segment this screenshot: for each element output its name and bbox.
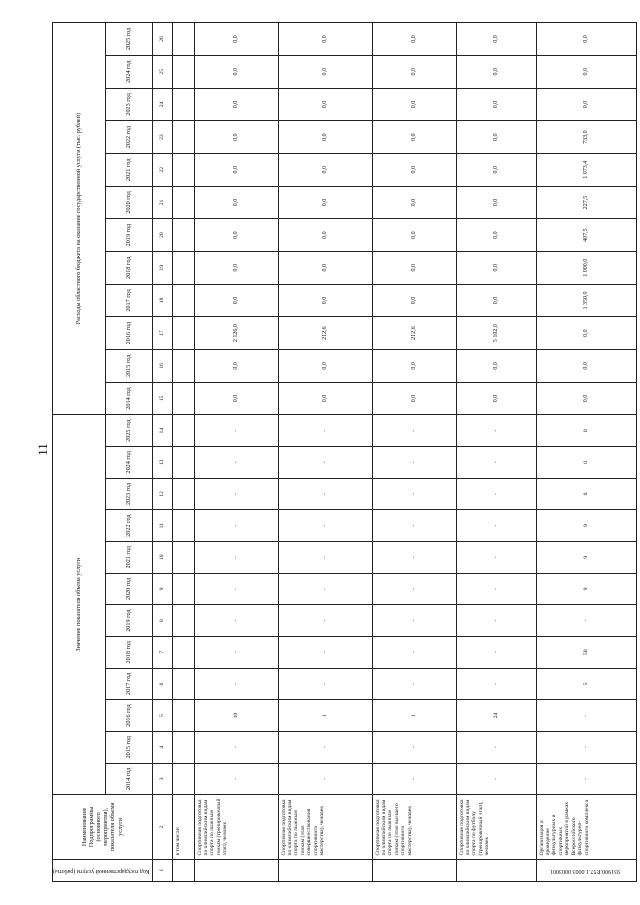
volume-value-cell: 1 — [278, 700, 372, 732]
year-header: 2020 год — [105, 573, 152, 605]
budget-value-cell: 0,0 — [194, 382, 278, 415]
volume-value-cell: - — [278, 415, 372, 447]
volume-value-cell: 10 — [194, 700, 278, 732]
budget-value-cell — [172, 88, 194, 121]
volume-value-cell: - — [194, 447, 278, 479]
table-row — [536, 23, 636, 882]
year-header: 2024 год — [105, 447, 152, 479]
year-header: 2016 год — [105, 700, 152, 732]
budget-value-cell: 0,0 — [278, 55, 372, 88]
volume-value-cell — [172, 478, 194, 510]
volume-value-cell: - — [278, 636, 372, 668]
volume-value-cell: - — [456, 447, 536, 479]
year-header: 2022 год — [105, 121, 152, 154]
volume-value-cell: - — [372, 636, 456, 668]
budget-value-cell: 0,0 — [372, 153, 456, 186]
budget-value-cell: 0,0 — [372, 284, 456, 317]
budget-value-cell: 0,0 — [372, 186, 456, 219]
budget-value-cell: 0,0 — [278, 382, 372, 415]
volume-value-cell: - — [278, 573, 372, 605]
rotated-table-area — [52, 22, 620, 882]
service-code-text: 931900.Р.57.1.0003 0003001 — [549, 867, 620, 874]
volume-value-cell: - — [456, 605, 536, 637]
year-header: 2025 год — [105, 415, 152, 447]
budget-value-cell: 0,0 — [278, 88, 372, 121]
header-row-years — [105, 23, 152, 882]
budget-value-cell: 0,0 — [194, 186, 278, 219]
service-name-cell: Спортивная подготовка по олимпийским видам спорта по футболу (тренировочный этап), человек — [456, 795, 536, 859]
volume-value-cell — [172, 636, 194, 668]
budget-group-header: Расходы областного бюджета на оказание государственной услуги (тыс. рублей) — [53, 23, 106, 415]
column-number: 25 — [152, 55, 172, 88]
volume-value-cell — [172, 573, 194, 605]
volume-value-cell: - — [536, 763, 636, 795]
column-number: 18 — [152, 284, 172, 317]
volume-value-cell: - — [456, 573, 536, 605]
column-number: 24 — [152, 88, 172, 121]
column-number: 9 — [152, 573, 172, 605]
budget-value-cell: 0,0 — [278, 284, 372, 317]
budget-value-cell: 0,0 — [456, 219, 536, 252]
budget-value-cell: 0,0 — [278, 153, 372, 186]
volume-group-header: Значение показателя объема услуги — [53, 415, 106, 795]
budget-value-cell: 0,0 — [536, 55, 636, 88]
budget-value-cell — [172, 219, 194, 252]
service-code-cell — [194, 859, 278, 881]
budget-value-cell: 0,0 — [456, 121, 536, 154]
volume-value-cell: - — [536, 731, 636, 763]
volume-value-cell: - — [194, 763, 278, 795]
volume-value-cell: 24 — [456, 700, 536, 732]
volume-value-cell: 50 — [536, 636, 636, 668]
volume-value-cell: - — [194, 541, 278, 573]
volume-value-cell: - — [194, 636, 278, 668]
year-header: 2015 год — [105, 349, 152, 382]
table-row — [172, 23, 194, 882]
volume-value-cell: - — [372, 447, 456, 479]
volume-value-cell: - — [278, 447, 372, 479]
budget-value-cell: 407,5 — [536, 219, 636, 252]
budget-value-cell — [172, 349, 194, 382]
budget-value-cell — [172, 23, 194, 56]
service-name-cell: Спортивная подготовка по олимпийским видам спорта по лыжным гонкам (этап высшего спортивного мастерства), человек — [372, 795, 456, 859]
volume-value-cell: - — [278, 478, 372, 510]
service-name-cell: Спортивная подготовка по олимпийским видам спорта по лыжным гонкам (этап совершенствования спортивного мастерства), человек — [278, 795, 372, 859]
budget-value-cell: 0,0 — [456, 284, 536, 317]
volume-value-cell: - — [372, 573, 456, 605]
volume-value-cell: 9 — [536, 573, 636, 605]
budget-value-cell — [172, 284, 194, 317]
volume-value-cell: - — [456, 541, 536, 573]
budget-value-cell: 0,0 — [536, 88, 636, 121]
header-row-group — [53, 23, 106, 882]
year-header: 2017 год — [105, 284, 152, 317]
budget-value-cell: 0,0 — [194, 349, 278, 382]
year-header: 2021 год — [105, 541, 152, 573]
column-number: 7 — [152, 636, 172, 668]
year-header: 2017 год — [105, 668, 152, 700]
budget-value-cell: 0,0 — [456, 382, 536, 415]
budget-value-cell: 0,0 — [194, 219, 278, 252]
budget-value-cell: 0,0 — [372, 349, 456, 382]
volume-value-cell — [172, 541, 194, 573]
year-header: 2016 год — [105, 317, 152, 350]
budget-value-cell: 0,0 — [372, 55, 456, 88]
volume-value-cell: 0 — [536, 447, 636, 479]
column-number: 2 — [152, 795, 172, 859]
budget-value-cell — [172, 251, 194, 284]
table-row — [456, 23, 536, 882]
budget-value-cell: 2 126,0 — [194, 317, 278, 350]
volume-value-cell — [172, 415, 194, 447]
budget-value-cell: 0,0 — [194, 153, 278, 186]
volume-value-cell: - — [278, 541, 372, 573]
column-number: 19 — [152, 251, 172, 284]
column-number: 22 — [152, 153, 172, 186]
volume-value-cell — [172, 763, 194, 795]
column-number: 11 — [152, 510, 172, 542]
column-number: 13 — [152, 447, 172, 479]
service-code-cell — [278, 859, 372, 881]
volume-value-cell: - — [456, 478, 536, 510]
budget-value-cell: 733,0 — [536, 121, 636, 154]
budget-value-cell: 0,0 — [194, 55, 278, 88]
budget-value-cell: 0,0 — [372, 219, 456, 252]
volume-value-cell: - — [456, 731, 536, 763]
budget-value-cell: 0,0 — [278, 219, 372, 252]
column-number: 17 — [152, 317, 172, 350]
budget-value-cell: 0,0 — [278, 251, 372, 284]
volume-value-cell: - — [194, 510, 278, 542]
budget-value-cell: 0,0 — [372, 88, 456, 121]
column-numbers-row — [152, 23, 172, 882]
volume-value-cell: - — [194, 573, 278, 605]
year-header: 2015 год — [105, 731, 152, 763]
column-number: 4 — [152, 731, 172, 763]
table-body — [172, 23, 636, 882]
volume-value-cell: - — [278, 731, 372, 763]
volume-value-cell — [172, 510, 194, 542]
column-number: 20 — [152, 219, 172, 252]
volume-value-cell — [172, 605, 194, 637]
column-number: 26 — [152, 23, 172, 56]
budget-value-cell: 0,0 — [372, 121, 456, 154]
column-number: 8 — [152, 605, 172, 637]
budget-value-cell — [172, 153, 194, 186]
budget-value-cell: 212,6 — [278, 317, 372, 350]
name-column-header: Наименование Подпрограммы (основного мероприятия), показателя объема услуги — [53, 795, 153, 859]
column-number: 15 — [152, 382, 172, 415]
service-code-cell — [172, 859, 194, 881]
volume-value-cell: - — [456, 636, 536, 668]
volume-value-cell: 0 — [536, 415, 636, 447]
budget-value-cell: 0,0 — [194, 251, 278, 284]
budget-value-cell — [172, 186, 194, 219]
year-header: 2025 год — [105, 23, 152, 56]
volume-value-cell — [172, 668, 194, 700]
budget-value-cell — [172, 382, 194, 415]
budget-value-cell: 0,0 — [456, 55, 536, 88]
budget-value-cell: 0,0 — [456, 349, 536, 382]
year-header: 2022 год — [105, 510, 152, 542]
volume-value-cell: - — [456, 763, 536, 795]
table-row — [194, 23, 278, 882]
volume-value-cell: 9 — [536, 541, 636, 573]
volume-value-cell: - — [456, 668, 536, 700]
volume-value-cell — [172, 700, 194, 732]
volume-value-cell: - — [278, 605, 372, 637]
volume-value-cell: 1 — [372, 700, 456, 732]
volume-value-cell: - — [278, 668, 372, 700]
budget-value-cell: 212,6 — [372, 317, 456, 350]
volume-value-cell: - — [194, 668, 278, 700]
budget-value-cell: 0,0 — [536, 317, 636, 350]
budget-value-cell: 0,0 — [194, 121, 278, 154]
budget-value-cell: 0,0 — [536, 23, 636, 56]
volume-value-cell: - — [372, 731, 456, 763]
budget-value-cell: 0,0 — [278, 349, 372, 382]
budget-value-cell: 1 073,4 — [536, 153, 636, 186]
budget-value-cell: 0,0 — [278, 186, 372, 219]
volume-value-cell: - — [194, 605, 278, 637]
volume-value-cell: - — [372, 605, 456, 637]
budget-value-cell: 0,0 — [194, 284, 278, 317]
volume-value-cell: - — [372, 763, 456, 795]
volume-value-cell: - — [536, 605, 636, 637]
column-number: 21 — [152, 186, 172, 219]
volume-value-cell: - — [194, 478, 278, 510]
volume-value-cell — [172, 447, 194, 479]
year-header: 2023 год — [105, 478, 152, 510]
budget-value-cell — [172, 55, 194, 88]
budget-value-cell: 0,0 — [456, 186, 536, 219]
table-row — [278, 23, 372, 882]
volume-value-cell: - — [372, 478, 456, 510]
volume-value-cell: 5 — [536, 668, 636, 700]
year-header: 2018 год — [105, 251, 152, 284]
volume-value-cell: - — [194, 415, 278, 447]
page-number: 11 — [34, 443, 50, 456]
volume-value-cell: - — [536, 700, 636, 732]
budget-value-cell — [172, 121, 194, 154]
column-number: 14 — [152, 415, 172, 447]
budget-value-cell: 0,0 — [456, 23, 536, 56]
column-number: 5 — [152, 700, 172, 732]
column-number: 6 — [152, 668, 172, 700]
volume-value-cell: - — [456, 415, 536, 447]
volume-value-cell: 9 — [536, 510, 636, 542]
budget-value-cell: 1 350,0 — [536, 284, 636, 317]
year-header: 2014 год — [105, 763, 152, 795]
year-header: 2021 год — [105, 153, 152, 186]
code-column-header: Код государственной услуги (работы) — [53, 859, 153, 881]
budget-value-cell: 0,0 — [456, 88, 536, 121]
volume-value-cell: - — [278, 763, 372, 795]
table-row — [372, 23, 456, 882]
volume-value-cell: - — [194, 731, 278, 763]
budget-value-cell: 0,0 — [278, 23, 372, 56]
column-number: 12 — [152, 478, 172, 510]
budget-value-cell: 5 102,0 — [456, 317, 536, 350]
column-number: 23 — [152, 121, 172, 154]
year-header: 2023 год — [105, 88, 152, 121]
service-code-cell — [536, 859, 636, 881]
column-number: 3 — [152, 763, 172, 795]
service-name-cell: Организация и проведение физкультурных и спортивных мероприятий в рамках Всероссийского физкультурно-спортивного комплекса — [536, 795, 636, 859]
volume-value-cell: - — [372, 541, 456, 573]
year-header: 2018 год — [105, 636, 152, 668]
budget-value-cell: 0,0 — [456, 153, 536, 186]
year-header: 2019 год — [105, 605, 152, 637]
year-header: 2019 год — [105, 219, 152, 252]
year-header: 2024 год — [105, 55, 152, 88]
service-code-cell — [456, 859, 536, 881]
budget-value-cell: 0,0 — [372, 251, 456, 284]
year-header: 2020 год — [105, 186, 152, 219]
budget-value-cell: 0,0 — [194, 88, 278, 121]
column-number: 16 — [152, 349, 172, 382]
volume-value-cell: - — [372, 510, 456, 542]
volume-value-cell: - — [372, 415, 456, 447]
column-number: 10 — [152, 541, 172, 573]
service-code-cell — [372, 859, 456, 881]
service-name-cell: в том числе: — [172, 795, 194, 859]
volume-value-cell: - — [456, 510, 536, 542]
column-number: 1 — [152, 859, 172, 881]
budget-value-cell: 227,5 — [536, 186, 636, 219]
budget-value-cell: 0,0 — [372, 23, 456, 56]
budget-value-cell: 0,0 — [536, 349, 636, 382]
budget-value-cell: 0,0 — [456, 251, 536, 284]
budget-value-cell: 0,0 — [278, 121, 372, 154]
budget-value-cell: 0,0 — [536, 382, 636, 415]
volume-value-cell: - — [372, 668, 456, 700]
volume-value-cell: 0 — [536, 478, 636, 510]
volume-value-cell: - — [278, 510, 372, 542]
state-service-table — [52, 22, 637, 882]
volume-value-cell — [172, 731, 194, 763]
budget-value-cell: 0,0 — [194, 23, 278, 56]
budget-value-cell: 1 000,0 — [536, 251, 636, 284]
budget-value-cell: 0,0 — [372, 382, 456, 415]
year-header: 2014 год — [105, 382, 152, 415]
service-name-cell: Спортивная подготовка по олимпийским видам спорта по лыжным гонкам (тренировочный этап), человек — [194, 795, 278, 859]
budget-value-cell — [172, 317, 194, 350]
